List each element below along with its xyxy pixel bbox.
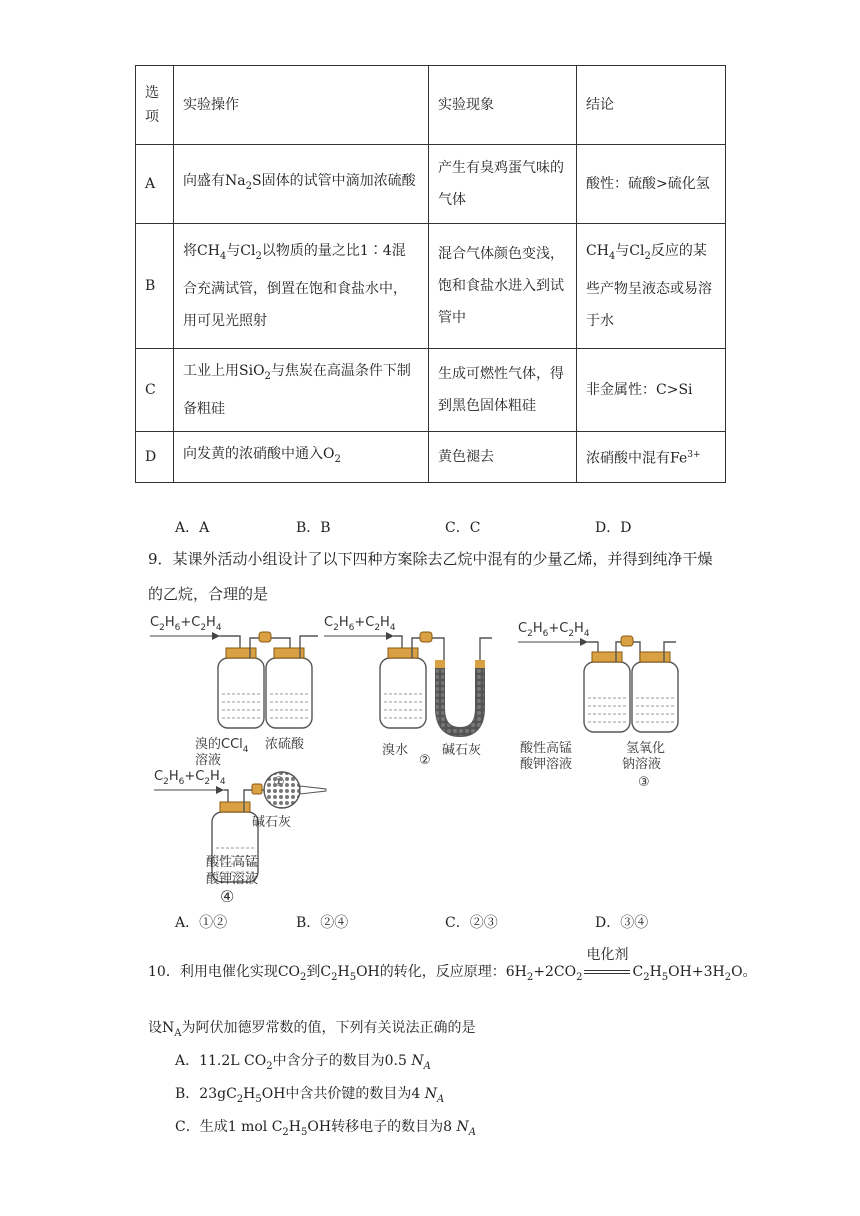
- table-row: [136, 431, 726, 482]
- row-operation: 向盛有$Na_2S$固体的试管中滴加浓硫酸: [174, 145, 429, 224]
- row-phenomenon: 生成可燃性气体，得到黑色固体粗硅: [429, 349, 577, 432]
- d3-right-label: 氢氧化: [626, 741, 666, 756]
- header-option: 选 项: [136, 66, 174, 145]
- d2-left-label: 溴水: [382, 743, 409, 758]
- row-operation: 将$CH_4$与$Cl_2$以物质的量之比1∶4混合充满试管，倒置在饱和食盐水中，用可见光照射: [174, 224, 429, 349]
- row-conclusion: 酸性：硫酸>硫化氢: [577, 145, 726, 224]
- header-operation: 实验操作: [174, 66, 429, 145]
- diagram-2: [324, 615, 492, 768]
- q10-option-a[interactable]: A．11.2L $CO_2$中含分子的数目为0.5 $N_A$: [175, 1053, 431, 1072]
- d3-left-label: 酸性高锰: [520, 741, 573, 756]
- row-key: B: [136, 224, 174, 349]
- d1-right-label: 浓硫酸: [265, 737, 305, 752]
- row-operation: 工业上用SiO$_2$与焦炭在高温条件下制备粗硅: [174, 349, 429, 432]
- gas-label-2: $C_2H_6+C_2H_4$: [324, 615, 396, 633]
- d1-left-label: 溴的CCl$_4$: [195, 737, 249, 755]
- row-phenomenon: 黄色褪去: [429, 431, 577, 482]
- d3-right-label2: 钠溶液: [622, 757, 662, 772]
- row-key: D: [136, 431, 174, 482]
- q9-option-b[interactable]: B．②④: [296, 915, 349, 931]
- d4-number: ④: [220, 887, 235, 906]
- row-conclusion: $CH_4$与$Cl_2$反应的某些产物呈液态或易溶于水: [577, 224, 726, 349]
- d3-left-label2: 酸钾溶液: [520, 757, 573, 772]
- gas-label-4: $C_2H_6+C_2H_4$: [154, 769, 226, 787]
- q10-stem-line1: 10．利用电催化实现$CO_2$到$C_2H_5OH$的转化，反应原理：$6H_2+2CO_2$ 电化剂 $C_2H_5OH+3H_2O$。: [148, 961, 757, 983]
- q8-option-b[interactable]: B．B: [296, 520, 331, 536]
- q9-stem-line2: 的乙烷，合理的是: [148, 585, 269, 603]
- q9-option-d[interactable]: D．③④: [595, 915, 649, 931]
- q10-catalyst: 电化剂: [586, 947, 629, 963]
- d4-bottom-label: 酸性高锰 酸钾溶液: [206, 855, 259, 887]
- row-operation: 向发黄的浓硝酸中通入$O_2$: [174, 431, 429, 482]
- diagram-3: [518, 621, 678, 790]
- row-conclusion: 非金属性：C>Si: [577, 349, 726, 432]
- gas-label-3: $C_2H_6+C_2H_4$: [518, 621, 590, 639]
- q10-stem-line2: 设$N_A$为阿伏加德罗常数的值，下列有关说法正确的是: [148, 1020, 476, 1039]
- row-key: A: [136, 145, 174, 224]
- q10-option-c[interactable]: C．生成1 mol $C_2H_5OH$转移电子的数目为8 $N_A$: [175, 1119, 476, 1138]
- experiment-table: [135, 65, 726, 483]
- q10-option-b[interactable]: B．$23gC_2H_5OH$中含共价键的数目为4 $N_A$: [175, 1086, 445, 1105]
- gas-label-1: $C_2H_6+C_2H_4$: [150, 615, 222, 633]
- q8-option-a[interactable]: A．A: [175, 520, 210, 536]
- d2-number: ②: [419, 753, 431, 768]
- d1-left-label2: 溶液: [195, 753, 222, 768]
- diagram-1: [150, 615, 318, 790]
- d4-right-label: 碱石灰: [252, 815, 292, 830]
- table-header-row: [136, 66, 726, 145]
- row-phenomenon: 产生有臭鸡蛋气味的气体: [429, 145, 577, 224]
- header-conclusion: 结论: [577, 66, 726, 145]
- d2-right-label: 碱石灰: [442, 743, 482, 758]
- table-row: [136, 349, 726, 432]
- q8-option-c[interactable]: C．C: [445, 520, 481, 536]
- d3-number: ③: [638, 775, 650, 790]
- q9-option-c[interactable]: C．②③: [445, 915, 498, 931]
- row-key: C: [136, 349, 174, 432]
- q9-stem-line1: 9．某课外活动小组设计了以下四种方案除去乙烷中混有的少量乙烯，并得到纯净干燥: [148, 550, 713, 568]
- table-row: [136, 145, 726, 224]
- q9-option-a[interactable]: A．①②: [175, 915, 228, 931]
- row-conclusion: 浓硝酸中混有$Fe^{3+}$: [577, 431, 726, 482]
- q8-option-d[interactable]: D．D: [595, 520, 632, 536]
- row-phenomenon: 混合气体颜色变浅，饱和食盐水进入到试管中: [429, 224, 577, 349]
- header-phenomenon: 实验现象: [429, 66, 577, 145]
- table-row: [136, 224, 726, 349]
